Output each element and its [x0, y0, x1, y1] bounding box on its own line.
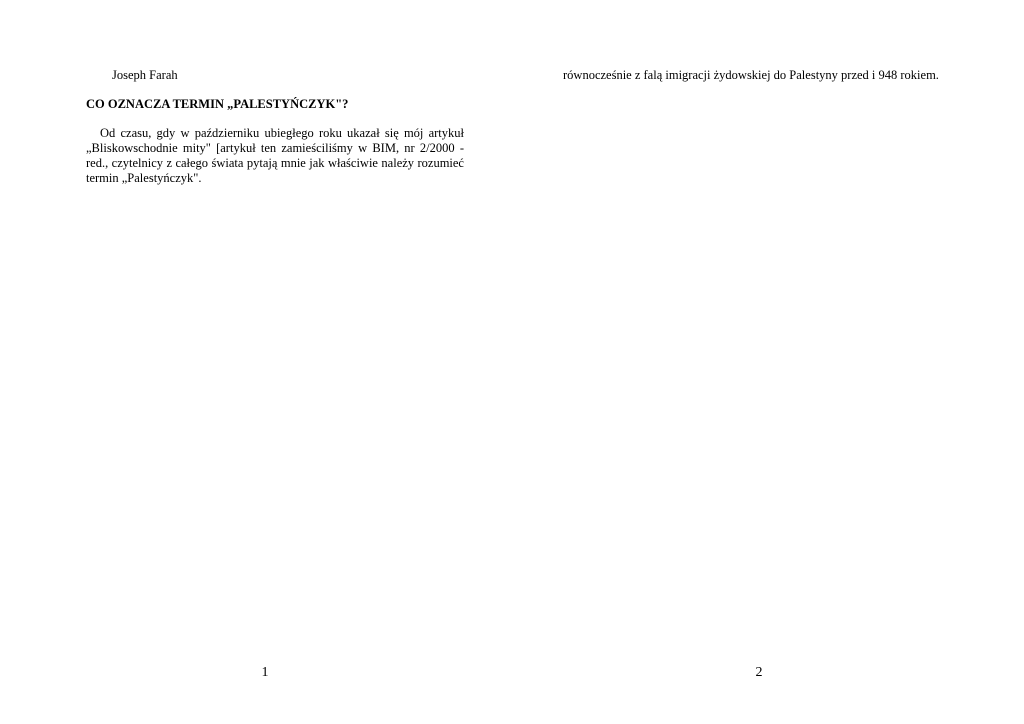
page-number-left: 1: [261, 665, 269, 680]
page-number-right: 2: [755, 665, 763, 680]
author-name: Joseph Farah: [112, 68, 178, 82]
article-title: CO OZNACZA TERMIN „PALESTYŃCZYK"?: [86, 97, 349, 111]
paragraph: równocześnie z falą imigracji żydowskiej do Palestyny przed i 948 rokiem.: [563, 68, 939, 82]
left-page: [86, 68, 464, 688]
right-page: [563, 68, 941, 688]
paragraph: Od czasu, gdy w październiku ubiegłego roku ukazał się mój artykuł „Bliskowschodnie mity" [artykuł ten zamieściliśmy w BIM, nr 2/2000 - red., czytelnicy z całego świata pytają mnie jak właściwie należy rozumieć termin „Palestyńczyk".: [86, 126, 464, 185]
